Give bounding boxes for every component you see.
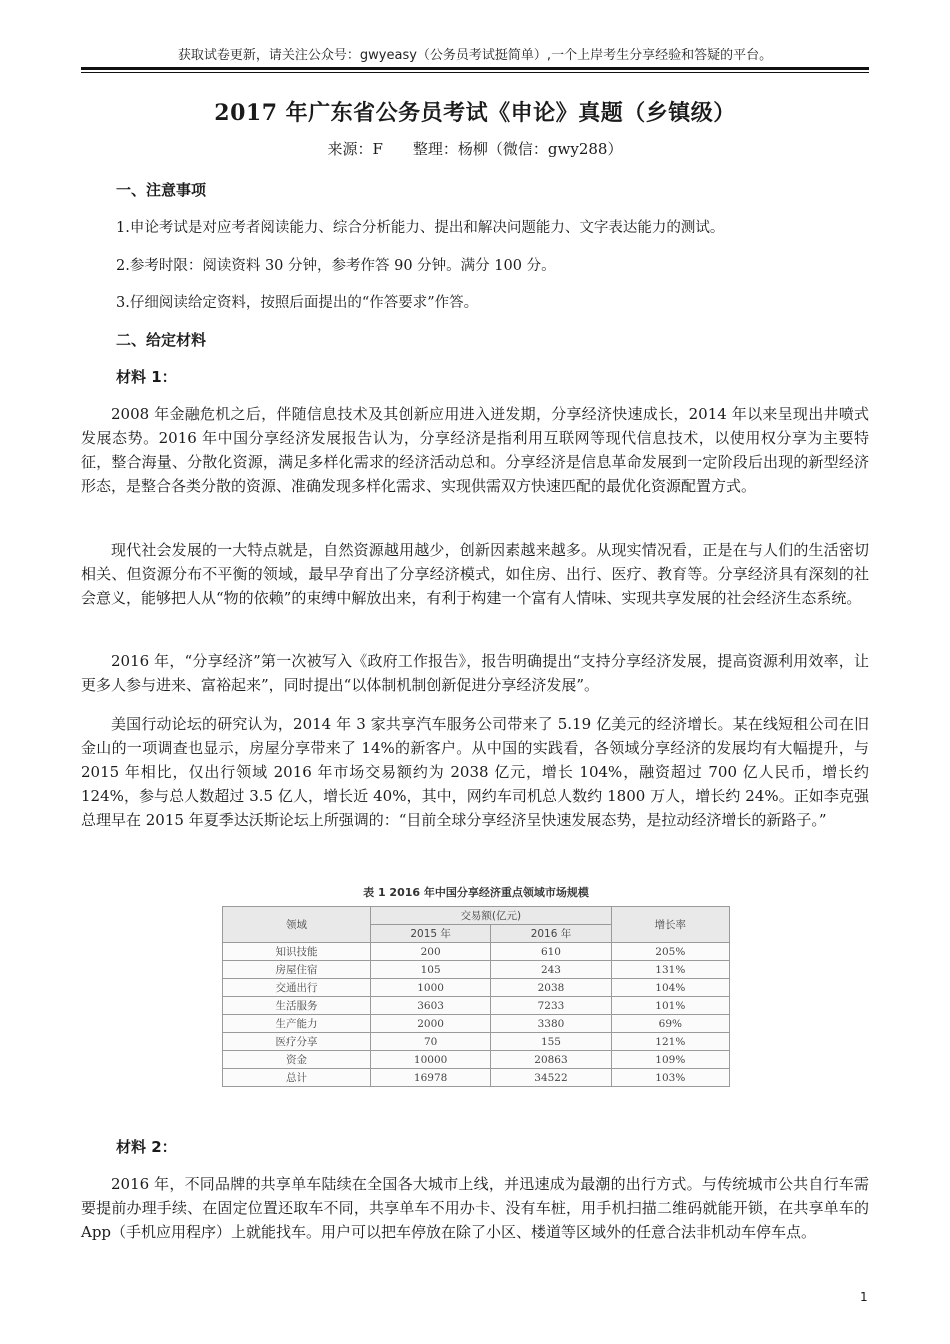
- table-cell: 200: [370, 943, 490, 961]
- material-2-paragraph-1: 2016 年，不同品牌的共享单车陆续在全国各大城市上线，并迅速成为最潮的出行方式。与传统城市公共自行车需要提前办理手续、在固定位置还取车不同，共享单车不用办卡、没有车桩，用手机扫描二维码就能开锁，在共享单车的 App（手机应用程序）上就能找车。用户可以把车停放在除了小区、楼道等区域外的任意合法非机动车停车点。: [81, 1175, 869, 1241]
- table-row: [223, 1069, 730, 1087]
- table-row: [223, 1033, 730, 1051]
- table-cell: 243: [491, 961, 611, 979]
- source-from: 来源：F: [327, 140, 383, 158]
- table-cell: 2038: [491, 979, 611, 997]
- market-size-table: [222, 884, 730, 1087]
- page-number: 1: [860, 1290, 868, 1304]
- material-1-paragraph-1: 2008 年金融危机之后，伴随信息技术及其创新应用进入迸发期，分享经济快速成长，2014 年以来呈现出井喷式发展态势。2016 年中国分享经济发展报告认为，分享经济是指利用互联网等现代信息技术，以使用权分享为主要特征，整合海量、分散化资源，满足多样化需求的经济活动总和。分享经济是信息革命发展到一定阶段后出现的新型经济形态，是整合各类分散的资源、准确发现多样化需求、实现供需双方快速匹配的最优化资源配置方式。: [81, 405, 869, 495]
- table-cell: 205%: [611, 943, 729, 961]
- source-organizer: 整理：杨柳（微信：gwy288）: [412, 140, 623, 158]
- table-cell: 69%: [611, 1015, 729, 1033]
- table-cell: 610: [491, 943, 611, 961]
- header-rule-thick: [81, 67, 869, 70]
- table-cell: 知识技能: [223, 943, 371, 961]
- table-cell: 生产能力: [223, 1015, 371, 1033]
- section-heading-materials: 二、给定材料: [116, 331, 207, 349]
- material-1-paragraph-2: 现代社会发展的一大特点就是，自然资源越用越少，创新因素越来越多。从现实情况看，正是在与人们的生活密切相关、但资源分布不平衡的领域，最早孕育出了分享经济模式，如住房、出行、医疗、教育等。分享经济具有深刻的社会意义，能够把人从“物的依赖”的束缚中解放出来，有利于构建一个富有人情味、实现共享发展的社会经济生态系统。: [81, 541, 869, 607]
- note-item-2: 2.参考时限：阅读资料 30 分钟，参考作答 90 分钟。满分 100 分。: [116, 258, 556, 274]
- table-cell: 70: [370, 1033, 490, 1051]
- table-cell: 155: [491, 1033, 611, 1051]
- table-cell: 105: [370, 961, 490, 979]
- material-1-label: 材料 1：: [116, 368, 177, 386]
- table-cell: 101%: [611, 997, 729, 1015]
- table-row: [223, 1051, 730, 1069]
- note-item-3: 3.仔细阅读给定资料，按照后面提出的“作答要求”作答。: [116, 295, 479, 311]
- table-cell: 16978: [370, 1069, 490, 1087]
- table-cell: 2000: [370, 1015, 490, 1033]
- table-cell: 7233: [491, 997, 611, 1015]
- material-2-label: 材料 2：: [116, 1138, 177, 1156]
- table-row: [223, 979, 730, 997]
- table-cell: 121%: [611, 1033, 729, 1051]
- table-cell: 104%: [611, 979, 729, 997]
- table-row: [223, 961, 730, 979]
- table-cell: 10000: [370, 1051, 490, 1069]
- material-1-paragraph-4: 美国行动论坛的研究认为，2014 年 3 家共享汽车服务公司带来了 5.19 亿美元的经济增长。某在线短租公司在旧金山的一项调查也显示，房屋分享带来了 14%的新客户。从中国的实践看，各领域分享经济的发展均有大幅提升，与 2015 年相比，仅出行领域 2016 年市场交易额约为 2038 亿元，增长 104%，融资超过 700 亿人民币，增长约 124%，参与总人数超过 3.5 亿人，增长近 40%，其中，网约车司机总人数约 1800 万人，增长约 24%。正如李克强总理早在 2015 年夏季达沃斯论坛上所强调的：“目前全球分享经济呈快速发展态势，是拉动经济增长的新路子。”: [81, 715, 869, 829]
- col-growth: 增长率: [611, 907, 729, 943]
- table-cell: 109%: [611, 1051, 729, 1069]
- table-cell: 131%: [611, 961, 729, 979]
- table-caption: 表 1 2016 年中国分享经济重点领域市场规模: [363, 886, 589, 899]
- col-group-amount: 交易额(亿元): [370, 907, 611, 925]
- table-row: [223, 943, 730, 961]
- note-item-1: 1.申论考试是对应考者阅读能力、综合分析能力、提出和解决问题能力、文字表达能力的测试。: [116, 220, 725, 236]
- table-cell: 1000: [370, 979, 490, 997]
- table-row: [223, 997, 730, 1015]
- table-cell: 34522: [491, 1069, 611, 1087]
- table-row: [223, 1015, 730, 1033]
- col-2015: 2015 年: [370, 925, 490, 943]
- table-cell: 生活服务: [223, 997, 371, 1015]
- col-2016: 2016 年: [491, 925, 611, 943]
- table-cell: 房屋住宿: [223, 961, 371, 979]
- table-cell: 医疗分享: [223, 1033, 371, 1051]
- header-note: 获取试卷更新，请关注公众号：gwyeasy（公务员考试挺简单）,一个上岸考生分享经验和答疑的平台。: [177, 48, 773, 63]
- table-cell: 交通出行: [223, 979, 371, 997]
- col-field: 领域: [223, 907, 371, 943]
- table-cell: 20863: [491, 1051, 611, 1069]
- table-body: [223, 943, 730, 1087]
- table-cell: 3603: [370, 997, 490, 1015]
- table-cell: 资金: [223, 1051, 371, 1069]
- source-line: [0, 138, 950, 159]
- table-cell: 3380: [491, 1015, 611, 1033]
- page-title: 2017 年广东省公务员考试《申论》真题（乡镇级）: [214, 100, 736, 126]
- material-1-paragraph-3: 2016 年，“分享经济”第一次被写入《政府工作报告》，报告明确提出“支持分享经济发展，提高资源利用效率，让更多人参与进来、富裕起来”，同时提出“以体制机制创新促进分享经济发展”。: [81, 652, 869, 694]
- table-cell: 103%: [611, 1069, 729, 1087]
- section-heading-notes: 一、注意事项: [116, 181, 207, 199]
- table-cell: 总计: [223, 1069, 371, 1087]
- data-table: [222, 906, 730, 1087]
- header-rule-thin: [81, 72, 869, 73]
